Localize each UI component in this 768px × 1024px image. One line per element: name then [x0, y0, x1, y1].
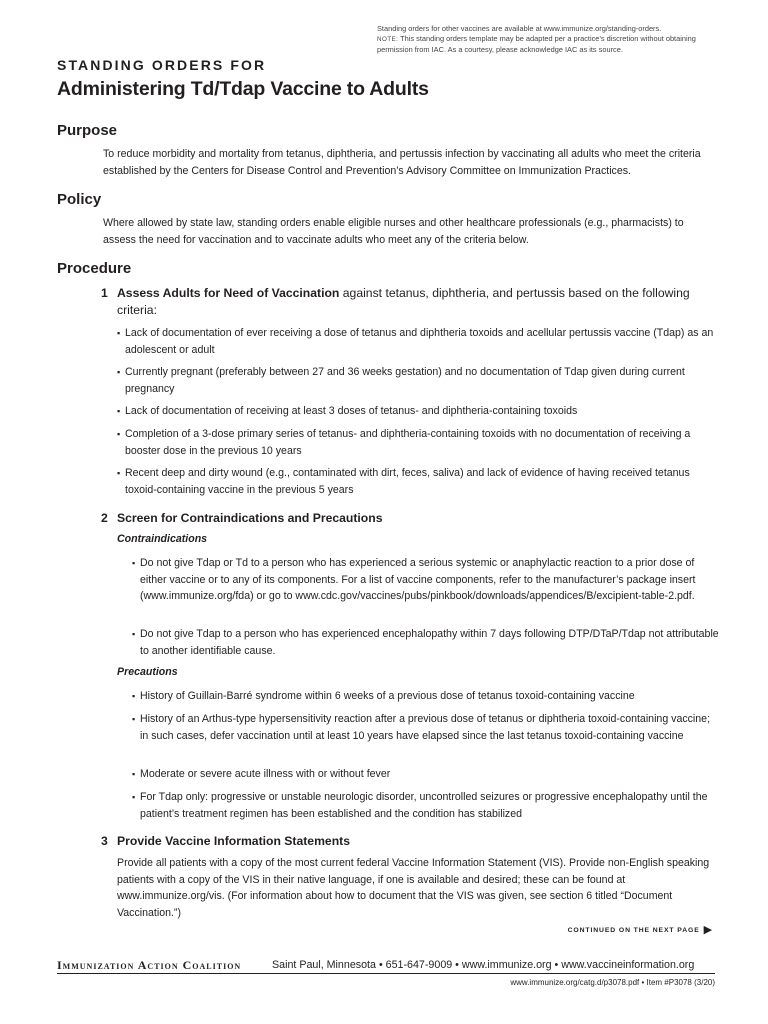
procedure-heading: Procedure: [57, 260, 132, 277]
page-title: Administering Td/Tdap Vaccine to Adults: [57, 78, 429, 100]
policy-text: Where allowed by state law, standing orders enable eligible nurses and other healthcare professionals (e.g., pharmacists) to assess the need for vaccination and to vaccinate adults who meet any of the criteria below.: [103, 217, 684, 246]
kicker: STANDING ORDERS FOR: [57, 57, 267, 73]
policy-heading: Policy: [57, 191, 102, 208]
continued-link[interactable]: CONTINUED ON THE NEXT PAGE ▶: [567, 924, 713, 936]
precautions-heading: Precautions: [117, 666, 178, 678]
note-line-1: Standing orders for other vaccines are available at www.immunize.org/standing-orders.: [377, 24, 662, 33]
bullet-icon: ▪: [132, 558, 136, 568]
step-number: 3: [101, 834, 108, 848]
bullet-icon: ▪: [132, 629, 136, 639]
bullet-icon: ▪: [132, 714, 136, 724]
step-3-text: Provide all patients with a copy of the most current federal Vaccine Information Statement (VIS). Provide non-English speaking patients with a copy of the VIS in their native language, if one is available and desired; these can be found at www.immunize.org/vis. (For information about how to document that the VIS was given, see section 6 titled “Document Vaccination.”): [117, 857, 710, 919]
step-number: 2: [101, 511, 108, 525]
note-label: NOTE:: [377, 36, 399, 43]
contraindications-heading: Contraindications: [117, 533, 208, 545]
contact-info: Saint Paul, Minnesota • 651-647-9009 • www.immunize.org • www.vaccineinformation.org: [272, 959, 695, 971]
purpose-heading: Purpose: [57, 122, 118, 139]
bullet-icon: ▪: [117, 468, 121, 478]
item-number: www.immunize.org/catg.d/p3078.pdf • Item #P3078 (3/20): [510, 978, 715, 987]
bullet-icon: ▪: [132, 691, 136, 701]
step-number: 1: [101, 286, 108, 300]
step-title: Screen for Contraindications and Precautions: [117, 511, 383, 525]
step-text: [117, 285, 713, 319]
bullet-icon: ▪: [117, 429, 121, 439]
bullet-icon: ▪: [117, 328, 121, 338]
step-desc: against tetanus, diphtheria, and pertussis based on the following criteria:: [117, 286, 690, 317]
bullet-icon: ▪: [132, 792, 136, 802]
bullet-icon: ▪: [117, 406, 121, 416]
header-note: [377, 24, 717, 55]
note-line-2: This standing orders template may be adapted per a practice’s discretion without obtaining permission from IAC. As a courtesy, please acknowledge IAC as its source.: [377, 34, 696, 54]
purpose-text: To reduce morbidity and mortality from tetanus, diphtheria, and pertussis infection by vaccinating all adults who meet the criteria established by the Centers for Disease Control and Prevention’s Advisory Committee on Immunization Practices.: [103, 148, 701, 177]
footer-divider: [57, 973, 715, 974]
org-name: Immunization Action Coalition: [57, 958, 242, 972]
step-title: Assess Adults for Need of Vaccination: [117, 286, 340, 300]
bullet-icon: ▪: [117, 367, 121, 377]
step-title: Provide Vaccine Information Statements: [117, 834, 350, 848]
bullet-icon: ▪: [132, 769, 136, 779]
arrow-right-icon: ▶: [703, 924, 713, 936]
